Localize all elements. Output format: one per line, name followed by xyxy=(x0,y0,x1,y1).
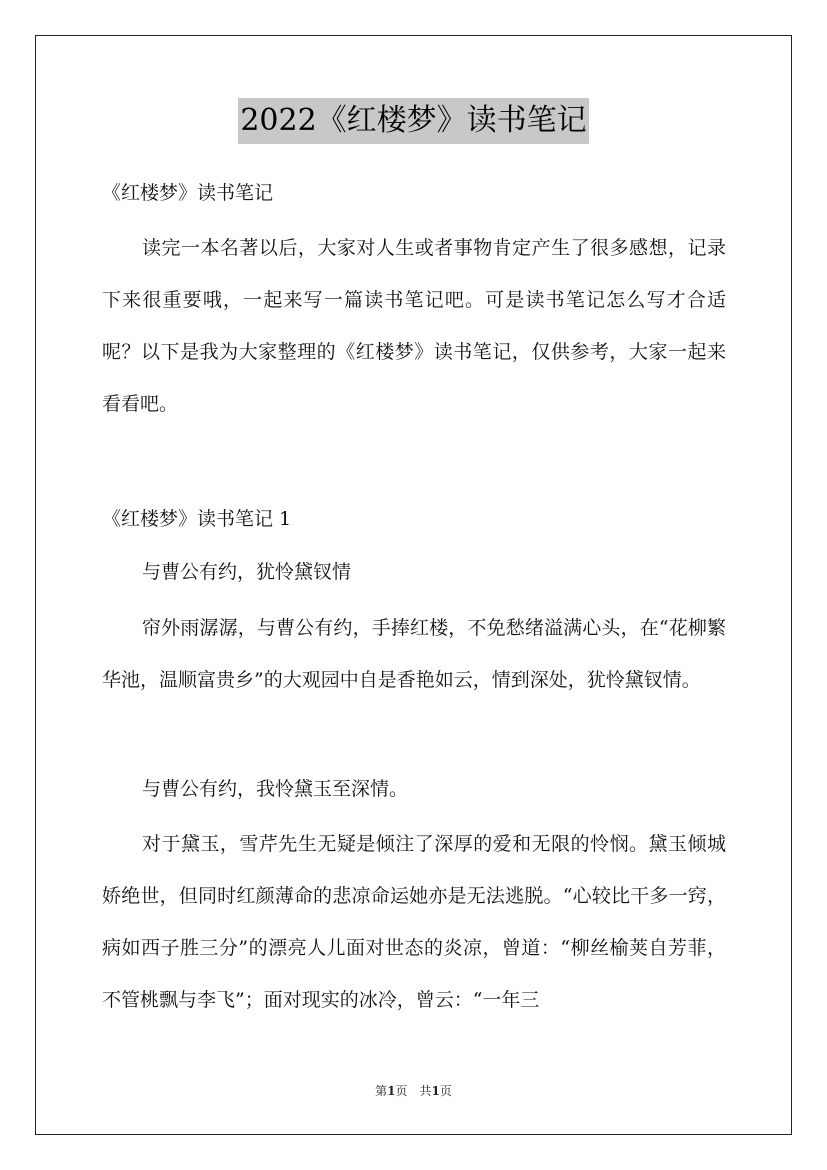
section-heading: 《红楼梦》读书笔记 1 xyxy=(102,508,292,530)
total-pages-prefix: 共 xyxy=(419,1084,432,1098)
paragraph-3: 对于黛玉，雪芹先生无疑是倾注了深厚的爱和无限的怜悯。黛玉倾城娇绝世，但同时红颜薄命的悲凉命运她亦是无法逃脱。“心较比干多一窍，病如西子胜三分”的漂亮人儿面对世态的炎凉，曾道：“柳丝榆荚自芳菲，不管桃飘与李飞”；面对现实的冰冷，曾云：“一年三 xyxy=(102,833,726,1011)
total-pages-count: 1 xyxy=(431,1084,440,1098)
document-title: 2022《红楼梦》读书笔记 xyxy=(238,98,588,144)
intro-paragraph: 读完一本名著以后，大家对人生或者事物肯定产生了很多感想，记录下来很重要哦，一起来写一篇读书笔记吧。可是读书笔记怎么写才合适呢？以下是我为大家整理的《红楼梦》读书笔记，仅供参考，大家一起来看看吧。 xyxy=(102,237,726,415)
document-subtitle: 《红楼梦》读书笔记 xyxy=(102,182,274,204)
total-pages-suffix: 页 xyxy=(439,1084,452,1098)
title-container xyxy=(0,98,827,144)
page-number-suffix: 页 xyxy=(395,1084,408,1098)
paragraph-1: 帘外雨潺潺，与曹公有约，手捧红楼，不免愁绪溢满心头，在“花柳繁华池，温顺富贵乡”的大观园中自是香艳如云，情到深处，犹怜黛钗情。 xyxy=(102,617,726,691)
page-number-prefix: 第 xyxy=(375,1084,388,1098)
page-number-current: 1 xyxy=(387,1084,396,1098)
paragraph-2: 与曹公有约，我怜黛玉至深情。 xyxy=(142,778,409,800)
sub-heading: 与曹公有约，犹怜黛钗情 xyxy=(142,561,352,583)
page-footer xyxy=(0,1082,827,1099)
